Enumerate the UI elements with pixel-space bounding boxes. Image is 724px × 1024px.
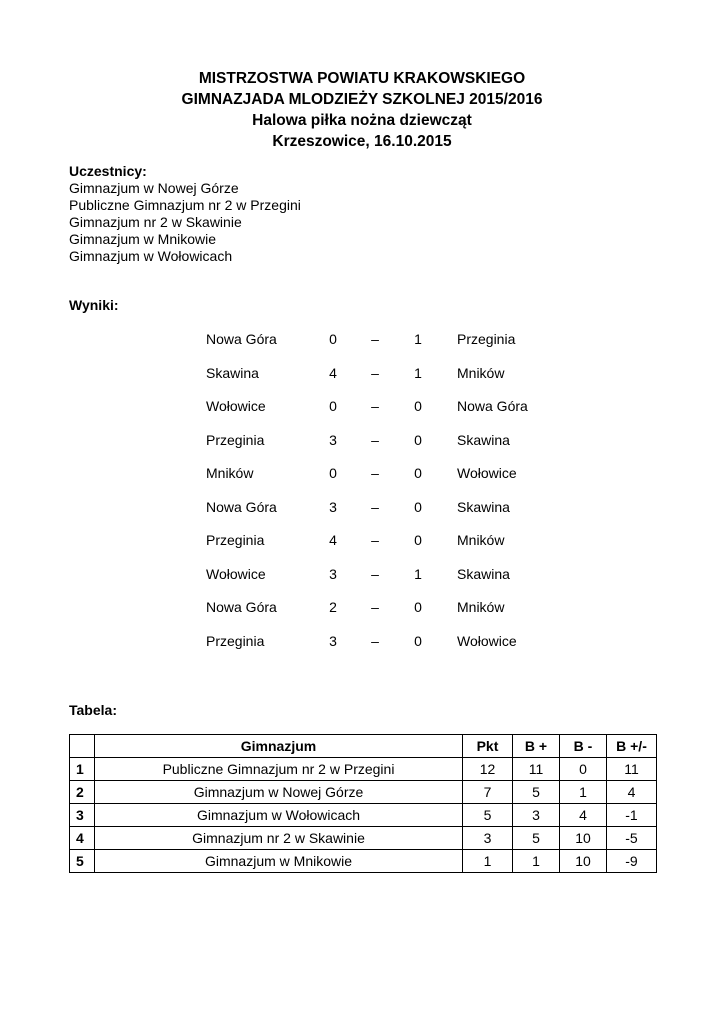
match-away-team: Wołowice <box>457 465 517 481</box>
results-heading: Wyniki: <box>69 297 119 313</box>
match-away-score: 0 <box>414 465 422 481</box>
match-away-score: 0 <box>414 398 422 414</box>
cell-goals-for: 11 <box>513 758 560 781</box>
match-away-team: Mników <box>457 599 505 615</box>
cell-points: 1 <box>463 850 513 873</box>
title-line-4: Krzeszowice, 16.10.2015 <box>272 133 452 150</box>
table-row <box>70 781 657 804</box>
cell-goal-difference: 4 <box>607 781 657 804</box>
match-away-team: Skawina <box>457 565 510 582</box>
match-separator: – <box>371 498 379 515</box>
column-header-school: Gimnazjum <box>95 735 463 758</box>
cell-position: 5 <box>70 850 95 873</box>
cell-goals-for: 5 <box>513 827 560 850</box>
column-header-points: Pkt <box>463 735 513 758</box>
match-away-score: 1 <box>414 364 422 381</box>
cell-goals-against: 10 <box>560 850 607 873</box>
match-home-score: 4 <box>329 532 337 548</box>
table-row <box>70 850 657 873</box>
column-header-goals-against: B - <box>560 735 607 758</box>
match-away-team: Skawina <box>457 431 510 448</box>
match-away-score: 1 <box>414 331 422 347</box>
cell-goal-difference: -9 <box>607 850 657 873</box>
table-row <box>70 827 657 850</box>
column-header-goal-difference: B +/- <box>607 735 657 758</box>
participants-list <box>69 180 301 265</box>
match-away-team: Przeginia <box>457 331 516 347</box>
title-line-2: GIMNAZJADA MLODZIEŻY SZKOLNEJ 2015/2016 <box>181 91 543 108</box>
match-separator: – <box>371 599 379 615</box>
match-home-score: 3 <box>329 565 337 582</box>
cell-goals-for: 3 <box>513 804 560 827</box>
match-away-score: 0 <box>414 431 422 448</box>
match-away-team: Skawina <box>457 498 510 515</box>
match-separator: – <box>371 331 379 347</box>
match-separator: – <box>371 565 379 582</box>
participants-heading: Uczestnicy: <box>69 163 147 179</box>
match-home-score: 2 <box>329 599 337 615</box>
cell-goal-difference: 11 <box>607 758 657 781</box>
standings-table <box>69 734 657 873</box>
cell-school: Gimnazjum w Nowej Górze <box>95 781 463 804</box>
cell-school: Publiczne Gimnazjum nr 2 w Przegini <box>95 758 463 781</box>
match-away-score: 0 <box>414 498 422 515</box>
cell-goals-against: 1 <box>560 781 607 804</box>
match-home-team: Nowa Góra <box>206 331 277 347</box>
match-home-team: Wołowice <box>206 398 266 414</box>
cell-goals-for: 5 <box>513 781 560 804</box>
cell-position: 2 <box>70 781 95 804</box>
cell-position: 3 <box>70 804 95 827</box>
cell-goal-difference: -1 <box>607 804 657 827</box>
column-header-position <box>70 735 95 758</box>
match-away-score: 1 <box>414 565 422 582</box>
match-home-score: 0 <box>329 398 337 414</box>
match-home-team: Mników <box>206 465 254 481</box>
match-home-team: Nowa Góra <box>206 498 277 515</box>
match-home-team: Skawina <box>206 364 259 381</box>
match-home-team: Przeginia <box>206 431 265 448</box>
title-line-1: MISTRZOSTWA POWIATU KRAKOWSKIEGO <box>198 70 526 87</box>
cell-school: Gimnazjum w Wołowicach <box>95 804 463 827</box>
match-home-score: 3 <box>329 431 337 448</box>
match-separator: – <box>371 431 379 448</box>
cell-goal-difference: -5 <box>607 827 657 850</box>
participant-item: Gimnazjum w Nowej Górze <box>69 180 239 196</box>
title-line-3: Halowa piłka nożna dziewcząt <box>252 112 472 129</box>
cell-goals-against: 10 <box>560 827 607 850</box>
match-home-team: Nowa Góra <box>206 599 277 615</box>
cell-goals-against: 0 <box>560 758 607 781</box>
match-separator: – <box>371 632 379 649</box>
table-header-row <box>70 735 657 758</box>
cell-school: Gimnazjum nr 2 w Skawinie <box>95 827 463 850</box>
table-row <box>70 758 657 781</box>
cell-goals-against: 4 <box>560 804 607 827</box>
match-home-team: Wołowice <box>206 565 266 582</box>
match-home-team: Przeginia <box>206 632 265 649</box>
match-separator: – <box>371 364 379 381</box>
participant-item: Gimnazjum w Wołowicach <box>69 248 233 264</box>
match-separator: – <box>371 465 379 481</box>
cell-goals-for: 1 <box>513 850 560 873</box>
match-home-score: 4 <box>329 364 337 381</box>
cell-points: 7 <box>463 781 513 804</box>
table-row <box>70 804 657 827</box>
cell-points: 12 <box>463 758 513 781</box>
match-home-score: 3 <box>329 632 337 649</box>
cell-position: 4 <box>70 827 95 850</box>
participant-item: Gimnazjum w Mnikowie <box>69 231 217 247</box>
match-away-team: Wołowice <box>457 632 517 649</box>
match-away-score: 0 <box>414 532 422 548</box>
match-home-team: Przeginia <box>206 532 265 548</box>
match-away-score: 0 <box>414 599 422 615</box>
column-header-goals-for: B + <box>513 735 560 758</box>
cell-school: Gimnazjum w Mnikowie <box>95 850 463 873</box>
match-away-score: 0 <box>414 632 422 649</box>
match-away-team: Mników <box>457 364 505 381</box>
match-away-team: Nowa Góra <box>457 398 528 414</box>
participant-item: Publiczne Gimnazjum nr 2 w Przegini <box>69 197 301 213</box>
match-separator: – <box>371 532 379 548</box>
match-away-team: Mników <box>457 532 505 548</box>
cell-position: 1 <box>70 758 95 781</box>
match-home-score: 0 <box>329 465 337 481</box>
match-separator: – <box>371 398 379 414</box>
participant-item: Gimnazjum nr 2 w Skawinie <box>69 214 242 230</box>
cell-points: 3 <box>463 827 513 850</box>
standings-heading: Tabela: <box>69 702 117 718</box>
document-header <box>0 68 724 152</box>
match-home-score: 0 <box>329 331 337 347</box>
cell-points: 5 <box>463 804 513 827</box>
match-home-score: 3 <box>329 498 337 515</box>
